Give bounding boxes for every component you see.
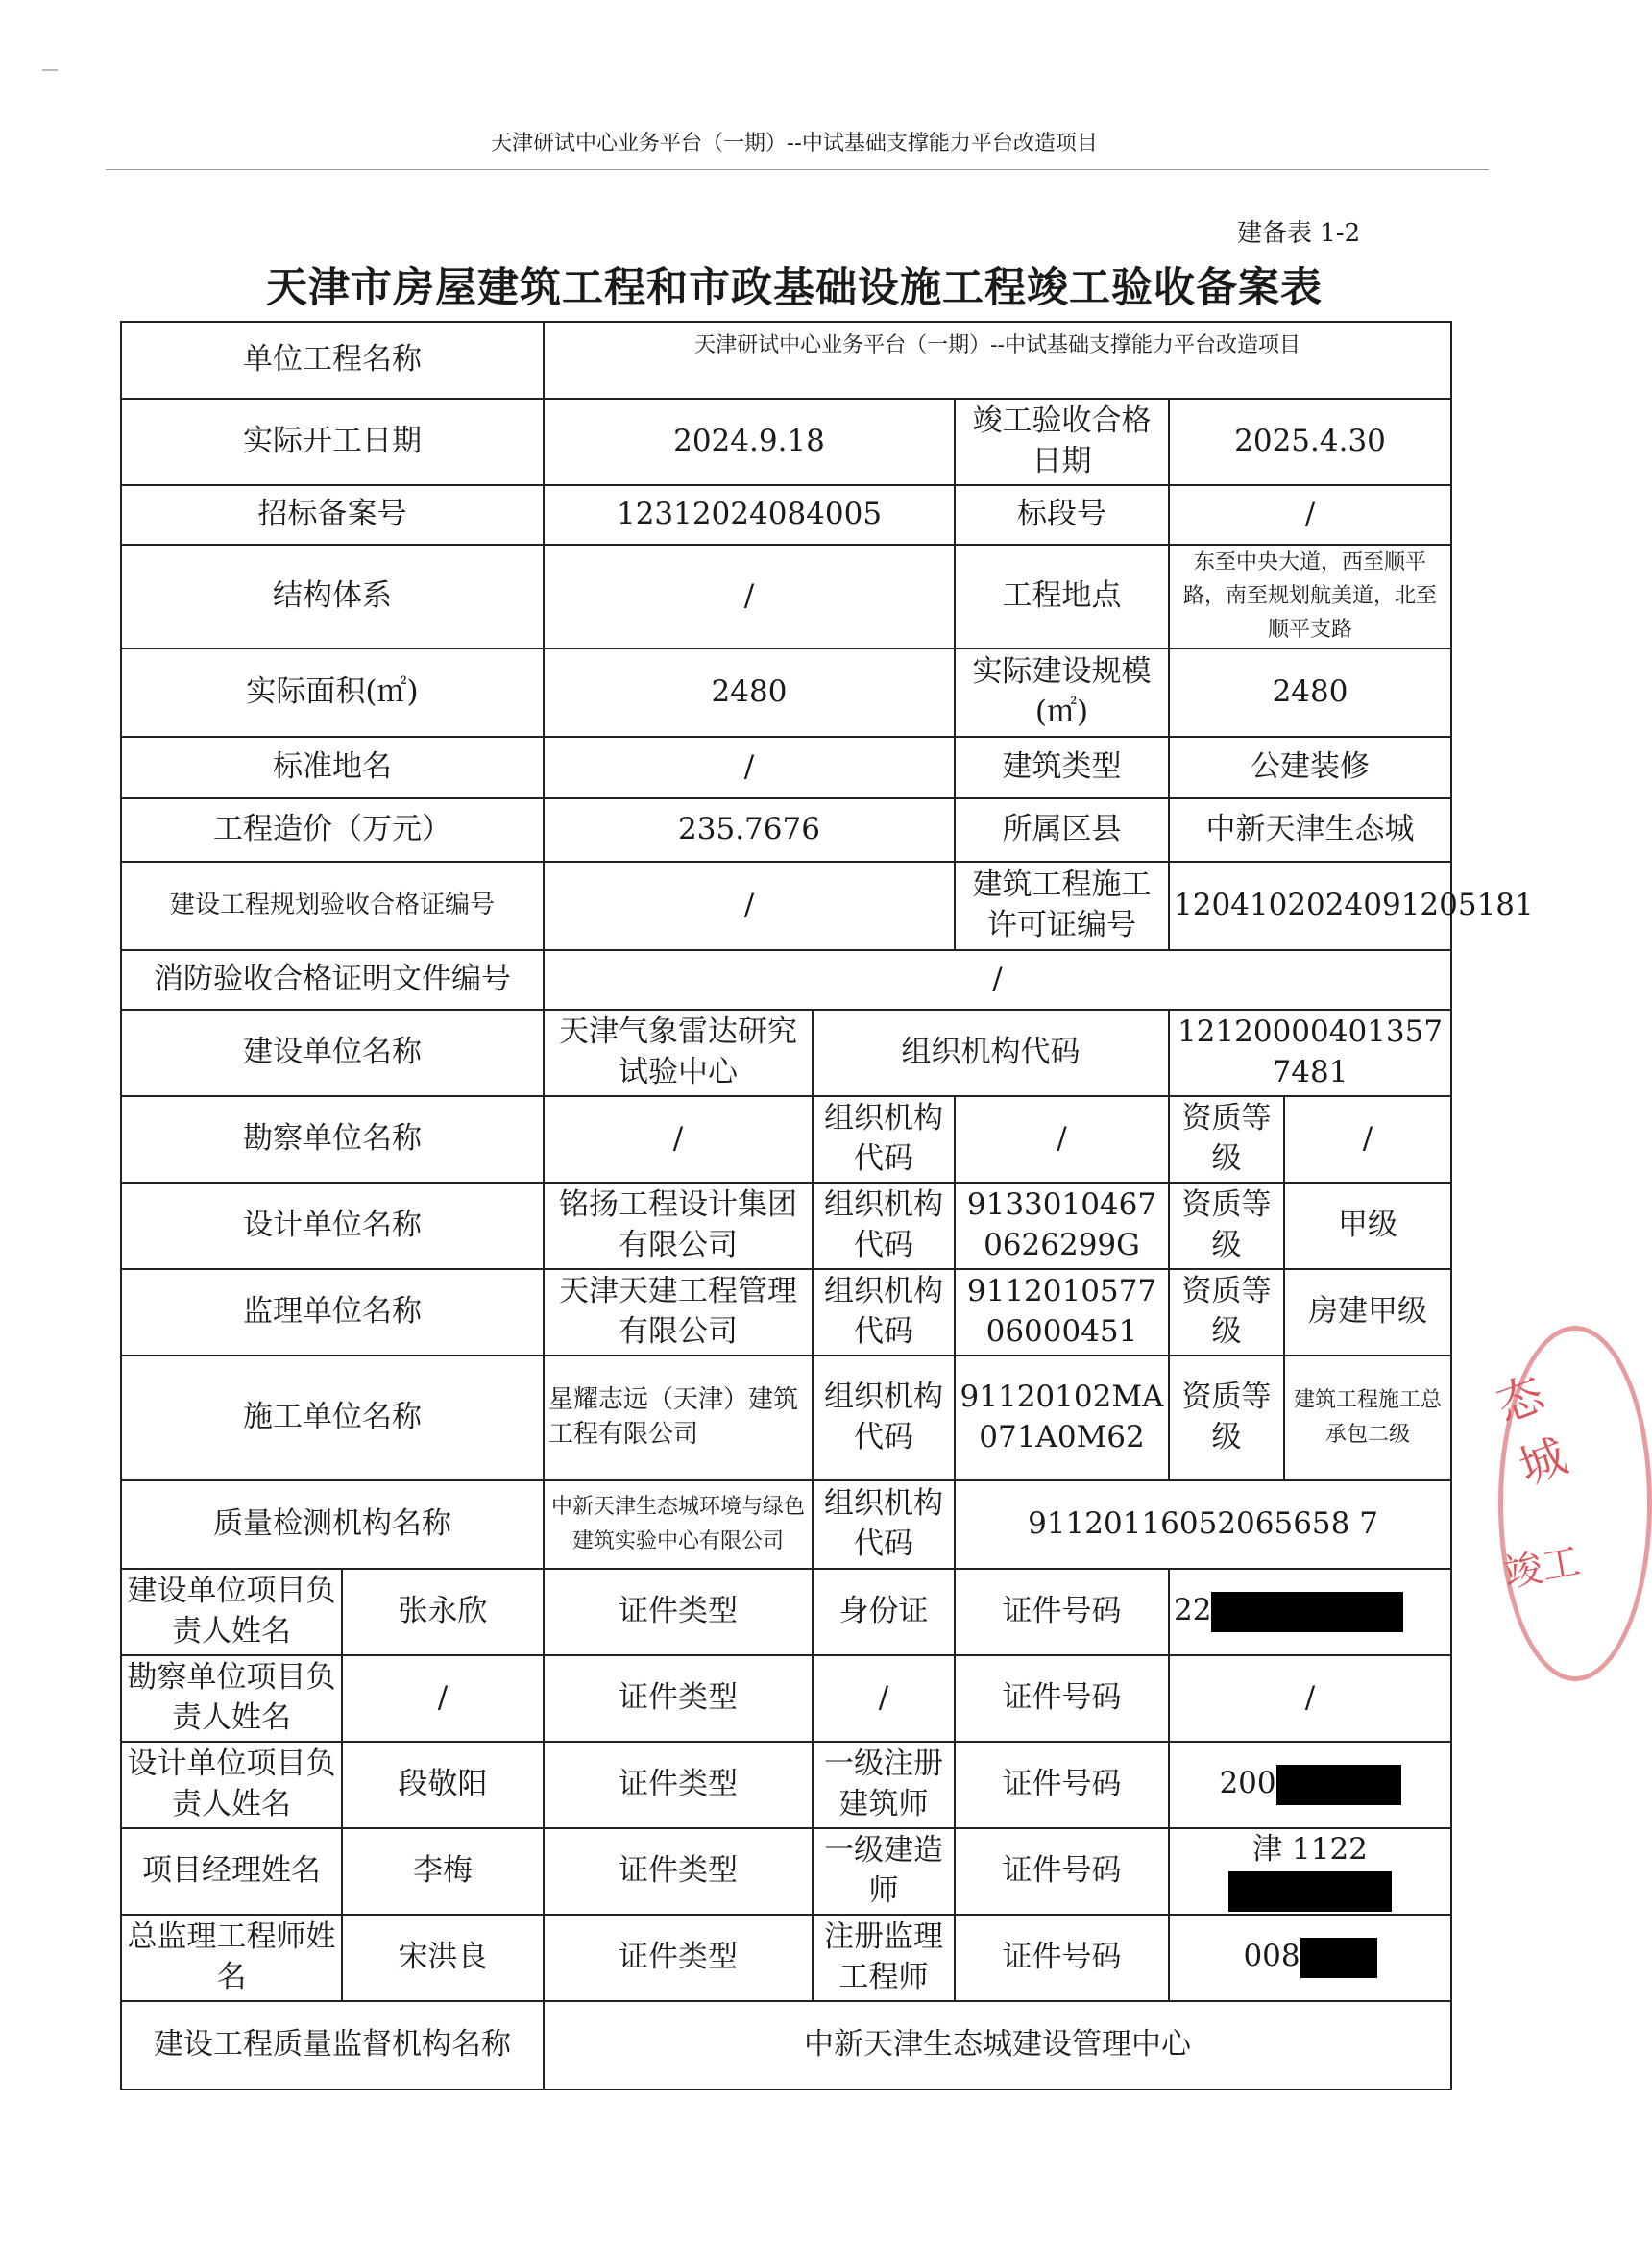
id-type-label: 证件类型 bbox=[544, 1655, 813, 1742]
scale-value: 2480 bbox=[1169, 648, 1451, 737]
row-fire bbox=[121, 950, 1451, 1010]
row-area bbox=[121, 648, 1451, 737]
building-type-label: 建筑类型 bbox=[955, 737, 1169, 798]
person-id-number bbox=[1169, 1828, 1451, 1915]
row-cost bbox=[121, 798, 1451, 862]
person-name: / bbox=[342, 1655, 544, 1742]
survey-org-code: / bbox=[955, 1096, 1169, 1183]
fire-value: / bbox=[544, 950, 1451, 1010]
unit-name-value: 天津研试中心业务平台（一期）--中试基础支撑能力平台改造项目 bbox=[544, 322, 1451, 399]
id-number-label: 证件号码 bbox=[955, 1828, 1169, 1915]
testing-org-code: 91120116052065658 7 bbox=[955, 1480, 1451, 1569]
redaction-bar bbox=[1228, 1871, 1392, 1912]
row-unit-name bbox=[121, 322, 1451, 399]
person-row bbox=[121, 1915, 1451, 2001]
id-number-label: 证件号码 bbox=[955, 1742, 1169, 1828]
row-construction-unit bbox=[121, 1010, 1451, 1096]
builder-unit-label: 施工单位名称 bbox=[121, 1356, 544, 1480]
permit-value: 1204102024091205181 bbox=[1169, 862, 1451, 950]
builder-unit-name: 星耀志远（天津）建筑工程有限公司 bbox=[544, 1356, 813, 1480]
supervision-level: 房建甲级 bbox=[1284, 1269, 1451, 1356]
testing-unit-label: 质量检测机构名称 bbox=[121, 1480, 544, 1569]
start-date-value: 2024.9.18 bbox=[544, 399, 955, 485]
design-org-code: 91330104670626299G bbox=[955, 1183, 1169, 1269]
record-form-table bbox=[120, 321, 1534, 2090]
person-row bbox=[121, 1655, 1451, 1742]
row-std-name bbox=[121, 737, 1451, 798]
person-id-type: / bbox=[813, 1655, 955, 1742]
person-name: 李梅 bbox=[342, 1828, 544, 1915]
survey-level: / bbox=[1284, 1096, 1451, 1183]
person-role: 建设单位项目负责人姓名 bbox=[121, 1569, 342, 1655]
quality-supervisor-label: 建设工程质量监督机构名称 bbox=[121, 2001, 544, 2089]
construction-unit-name: 天津气象雷达研究试验中心 bbox=[544, 1010, 813, 1096]
accept-date-value: 2025.4.30 bbox=[1169, 399, 1451, 485]
redaction-bar bbox=[1276, 1765, 1401, 1805]
location-label: 工程地点 bbox=[955, 545, 1169, 648]
supervision-unit-name: 天津天建工程管理有限公司 bbox=[544, 1269, 813, 1356]
builder-org-code: 91120102MA071A0M62 bbox=[955, 1356, 1169, 1480]
id-prefix: 22 bbox=[1174, 1593, 1212, 1628]
supervision-level-label: 资质等级 bbox=[1169, 1269, 1284, 1356]
testing-unit-name: 中新天津生态城环境与绿色建筑实验中心有限公司 bbox=[544, 1480, 813, 1569]
scale-label: 实际建设规模(㎡) bbox=[955, 648, 1169, 737]
plan-cert-label: 建设工程规划验收合格证编号 bbox=[121, 862, 544, 950]
person-id-number: / bbox=[1169, 1655, 1451, 1742]
bid-value: 12312024084005 bbox=[544, 485, 955, 545]
person-id-type: 一级建造师 bbox=[813, 1828, 955, 1915]
std-name-label: 标准地名 bbox=[121, 737, 544, 798]
row-survey-unit bbox=[121, 1096, 1451, 1183]
design-unit-label: 设计单位名称 bbox=[121, 1183, 544, 1269]
person-id-number bbox=[1169, 1915, 1451, 2001]
row-builder-unit bbox=[121, 1356, 1451, 1480]
page-header: 天津研试中心业务平台（一期）--中试基础支撑能力平台改造项目 bbox=[491, 132, 1098, 156]
cost-value: 235.7676 bbox=[544, 798, 955, 862]
survey-unit-label: 勘察单位名称 bbox=[121, 1096, 544, 1183]
design-unit-name: 铭扬工程设计集团有限公司 bbox=[544, 1183, 813, 1269]
person-name: 张永欣 bbox=[342, 1569, 544, 1655]
structure-value: / bbox=[544, 545, 955, 648]
section-value: / bbox=[1169, 485, 1451, 545]
construction-org-code: 121200004013577481 bbox=[1169, 1010, 1451, 1096]
row-quality-supervisor bbox=[121, 2001, 1451, 2089]
id-prefix: 008 bbox=[1243, 1939, 1300, 1974]
quality-supervisor-value: 中新天津生态城建设管理中心 bbox=[544, 2001, 1451, 2089]
seal-text-top: 态城 bbox=[1489, 1366, 1574, 1496]
id-number-label: 证件号码 bbox=[955, 1655, 1169, 1742]
person-id-type: 注册监理工程师 bbox=[813, 1915, 955, 2001]
section-label: 标段号 bbox=[955, 485, 1169, 545]
builder-org-code-label: 组织机构代码 bbox=[813, 1356, 955, 1480]
builder-level: 建筑工程施工总承包二级 bbox=[1284, 1356, 1451, 1480]
person-role: 设计单位项目负责人姓名 bbox=[121, 1742, 342, 1828]
construction-unit-label: 建设单位名称 bbox=[121, 1010, 544, 1096]
design-org-code-label: 组织机构代码 bbox=[813, 1183, 955, 1269]
accept-date-label: 竣工验收合格日期 bbox=[955, 399, 1169, 485]
person-row bbox=[121, 1569, 1451, 1655]
header-divider bbox=[106, 169, 1489, 170]
person-id-type: 身份证 bbox=[813, 1569, 955, 1655]
construction-org-code-label: 组织机构代码 bbox=[813, 1010, 1169, 1096]
plan-cert-value: / bbox=[544, 862, 955, 950]
person-id-type: 一级注册建筑师 bbox=[813, 1742, 955, 1828]
redaction-bar bbox=[1300, 1938, 1377, 1978]
testing-org-code-label: 组织机构代码 bbox=[813, 1480, 955, 1569]
area-value: 2480 bbox=[544, 648, 955, 737]
id-type-label: 证件类型 bbox=[544, 1742, 813, 1828]
design-level: 甲级 bbox=[1284, 1183, 1451, 1269]
survey-level-label: 资质等级 bbox=[1169, 1096, 1284, 1183]
supervision-org-code-label: 组织机构代码 bbox=[813, 1269, 955, 1356]
scan-mark bbox=[42, 69, 58, 79]
bid-label: 招标备案号 bbox=[121, 485, 544, 545]
row-design-unit bbox=[121, 1183, 1451, 1269]
person-id-number bbox=[1169, 1742, 1451, 1828]
id-type-label: 证件类型 bbox=[544, 1915, 813, 2001]
unit-name-label: 单位工程名称 bbox=[121, 322, 544, 399]
survey-unit-name: / bbox=[544, 1096, 813, 1183]
form-title: 天津市房屋建筑工程和市政基础设施工程竣工验收备案表 bbox=[266, 264, 1323, 312]
cost-label: 工程造价（万元） bbox=[121, 798, 544, 862]
seal-text-bottom: 竣工 bbox=[1500, 1539, 1584, 1597]
survey-org-code-label: 组织机构代码 bbox=[813, 1096, 955, 1183]
area-label: 实际面积(㎡) bbox=[121, 648, 544, 737]
row-bid bbox=[121, 485, 1451, 545]
id-prefix: 200 bbox=[1219, 1766, 1276, 1801]
permit-label: 建筑工程施工许可证编号 bbox=[955, 862, 1169, 950]
row-supervision-unit bbox=[121, 1269, 1451, 1356]
person-name: 段敬阳 bbox=[342, 1742, 544, 1828]
row-permit bbox=[121, 862, 1451, 950]
row-testing-unit bbox=[121, 1480, 1451, 1569]
redaction-bar bbox=[1211, 1592, 1403, 1632]
person-role: 项目经理姓名 bbox=[121, 1828, 342, 1915]
person-row bbox=[121, 1742, 1451, 1828]
id-prefix: 津 1122 bbox=[1252, 1832, 1368, 1868]
std-name-value: / bbox=[544, 737, 955, 798]
district-label: 所属区县 bbox=[955, 798, 1169, 862]
supervision-org-code: 911201057706000451 bbox=[955, 1269, 1169, 1356]
id-type-label: 证件类型 bbox=[544, 1569, 813, 1655]
building-type-value: 公建装修 bbox=[1169, 737, 1451, 798]
district-value: 中新天津生态城 bbox=[1169, 798, 1451, 862]
fire-label: 消防验收合格证明文件编号 bbox=[121, 950, 544, 1010]
row-dates bbox=[121, 399, 1451, 485]
structure-label: 结构体系 bbox=[121, 545, 544, 648]
builder-level-label: 资质等级 bbox=[1169, 1356, 1284, 1480]
start-date-label: 实际开工日期 bbox=[121, 399, 544, 485]
design-level-label: 资质等级 bbox=[1169, 1183, 1284, 1269]
person-role: 勘察单位项目负责人姓名 bbox=[121, 1655, 342, 1742]
person-role: 总监理工程师姓名 bbox=[121, 1915, 342, 2001]
row-structure bbox=[121, 545, 1451, 648]
id-number-label: 证件号码 bbox=[955, 1915, 1169, 2001]
id-type-label: 证件类型 bbox=[544, 1828, 813, 1915]
form-number: 建备表 1-2 bbox=[1237, 219, 1361, 248]
person-id-number bbox=[1169, 1569, 1451, 1655]
id-number-label: 证件号码 bbox=[955, 1569, 1169, 1655]
supervision-unit-label: 监理单位名称 bbox=[121, 1269, 544, 1356]
person-row bbox=[121, 1828, 1451, 1915]
person-name: 宋洪良 bbox=[342, 1915, 544, 2001]
location-value: 东至中央大道，西至顺平路，南至规划航美道，北至顺平支路 bbox=[1169, 545, 1451, 648]
